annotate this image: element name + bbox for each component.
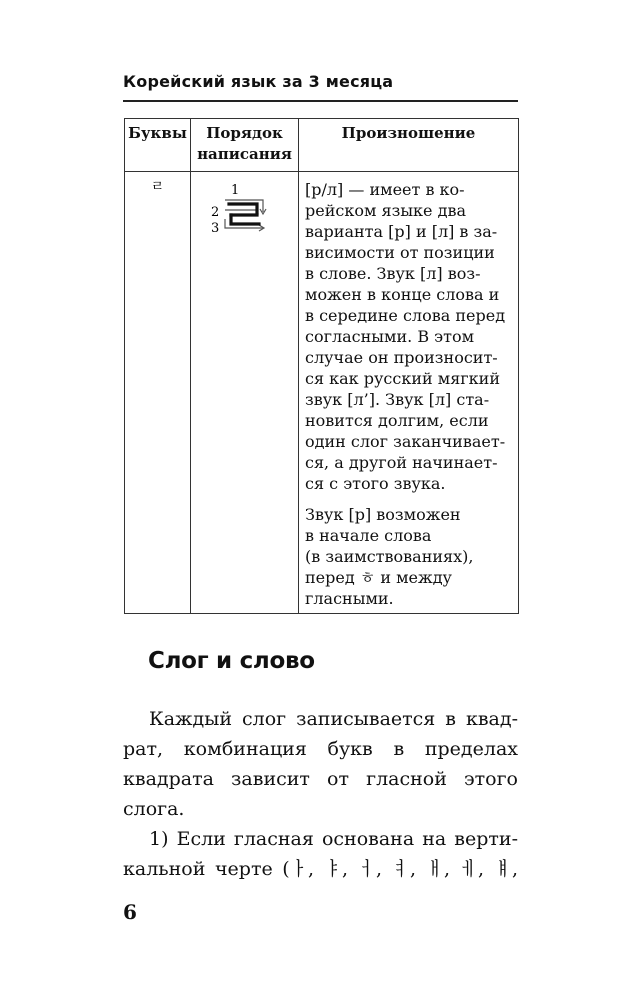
- header-order-line2: написания: [197, 145, 292, 163]
- pron1-line: [р/л] — имеет в ко-: [305, 180, 465, 199]
- table-row: [125, 172, 519, 614]
- header-letters: Буквы: [125, 119, 191, 172]
- pronunciation-paragraph-1: [305, 179, 512, 494]
- body-line: квадрата зависит от гласной этого: [123, 768, 518, 790]
- body-line: слога.: [123, 798, 185, 820]
- header-writing-order: [191, 119, 299, 172]
- letters-table: [124, 118, 519, 614]
- pronunciation-paragraph-2: [305, 504, 512, 609]
- pron1-line: согласными. В этом: [305, 327, 475, 346]
- pron1-line: новится долгим, если: [305, 411, 489, 430]
- pron1-line: случае он произносит-: [305, 348, 498, 367]
- body-line: кальной черте (ㅏ, ㅑ, ㅓ, ㅕ, ㅐ, ㅔ, ㅒ,: [123, 858, 518, 880]
- pron1-line: ся как русский мягкий: [305, 369, 501, 388]
- stroke-number-3: 3: [211, 221, 220, 236]
- pron1-line: рейском языке два: [305, 201, 467, 220]
- stroke-number-1: 1: [231, 183, 240, 198]
- pron1-line: в середине слова перед: [305, 306, 506, 325]
- table-header-row: [125, 119, 519, 172]
- hangul-letter: ㄹ: [150, 179, 165, 195]
- header-pronunciation: Произношение: [299, 119, 519, 172]
- pron1-line: ся с этого звука.: [305, 474, 446, 493]
- body-line: рат, комбинация букв в пределах: [123, 738, 518, 760]
- stroke-number-2: 2: [211, 205, 220, 220]
- pron2-line: (в заимствованиях),: [305, 547, 474, 566]
- section-title: Слог и слово: [148, 648, 315, 674]
- pron1-line: один слог заканчивает-: [305, 432, 506, 451]
- body-line: Каждый слог записывается в квад-: [149, 708, 518, 730]
- pron1-line: ся, а другой начинает-: [305, 453, 498, 472]
- pron1-line: можен в конце слова и: [305, 285, 500, 304]
- running-header: Корейский язык за 3 месяца: [123, 72, 394, 91]
- pron2-line: гласными.: [305, 589, 394, 608]
- pron1-line: в слове. Звук [л] воз-: [305, 264, 481, 283]
- stroke-order-diagram: [197, 176, 293, 236]
- pron2-line: перед ㅎ и между: [305, 568, 452, 587]
- letter-strokes: [229, 204, 259, 224]
- page-number: 6: [123, 900, 137, 924]
- body-line: 1) Если гласная основана на верти-: [149, 828, 518, 850]
- pron1-line: звук [л’]. Звук [л] ста-: [305, 390, 490, 409]
- pronunciation-cell: [299, 172, 519, 614]
- pron2-line: Звук [р] возможен: [305, 505, 461, 524]
- pron1-line: варианта [р] и [л] в за-: [305, 222, 498, 241]
- header-order-line1: Порядок: [206, 124, 283, 142]
- body-text: [123, 704, 518, 884]
- header-rule: [123, 100, 518, 102]
- letter-cell: [125, 172, 191, 614]
- pron1-line: висимости от позиции: [305, 243, 495, 262]
- stroke-order-cell: [191, 172, 299, 614]
- pron2-line: в начале слова: [305, 526, 432, 545]
